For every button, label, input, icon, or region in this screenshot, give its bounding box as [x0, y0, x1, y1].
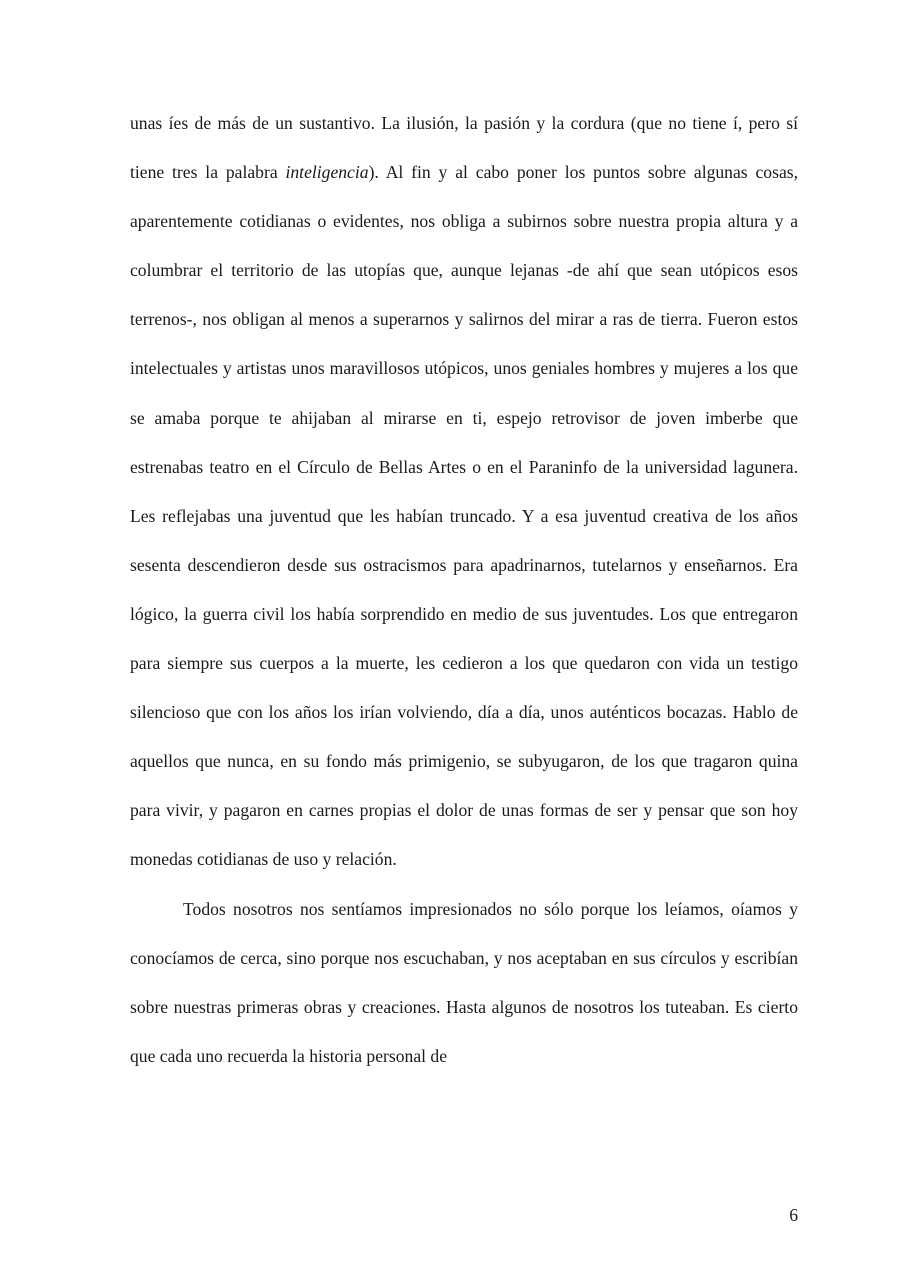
italic-word: inteligencia [285, 162, 369, 183]
paragraph-1-start: unas íes de más de un sustantivo. La ilusión, la pasión y la cordura (que no tiene í, pero sí tiene tres la palabra [130, 113, 798, 183]
paragraph-2: Todos nosotros nos sentíamos impresionados no sólo porque los leíamos, oíamos y conocíamos de cerca, sino porque nos escuchaban, y nos aceptaban en sus círculos y escribían sobre nuestras primeras obras y creaciones. Hasta algunos de nosotros los tuteaban. Es cierto que cada uno recuerda la historia personal de [130, 898, 798, 1066]
page-number: 6 [789, 1205, 798, 1225]
body-text [130, 99, 798, 1081]
paragraph-1 [130, 99, 798, 885]
paragraph-1-rest: ). Al fin y al cabo poner los puntos sobre algunas cosas, aparentemente cotidianas o evidentes, nos obliga a subirnos sobre nuestra propia altura y a columbrar el territorio de las utopías que, aunque lejanas -de ahí que sean utópicos esos terrenos-, nos obligan al menos a superarnos y salirnos del mirar a ras de tierra. Fueron estos intelectuales y artistas unos maravillosos utópicos, unos geniales hombres y mujeres a los que se amaba porque te ahijaban al mirarse en ti, espejo retrovisor de joven imberbe que estrenabas teatro en el Círculo de Bellas Artes o en el Paraninfo de la universidad lagunera. Les reflejabas una juventud que les habían truncado. Y a esa juventud creativa de los años sesenta descendieron desde sus ostracismos para apadrinarnos, tutelarnos y enseñarnos. Era lógico, la guerra civil los había sorprendido en medio de sus juventudes. Los que entregaron para siempre sus cuerpos a la muerte, les cedieron a los que quedaron con vida un testigo silencioso que con los años los irían volviendo, día a día, unos auténticos bocazas. Hablo de aquellos que nunca, en su fondo más primigenio, se subyugaron, de los que tragaron quina para vivir, y pagaron en carnes propias el dolor de unas formas de ser y pensar que son hoy monedas cotidianas de uso y relación. [130, 162, 798, 870]
